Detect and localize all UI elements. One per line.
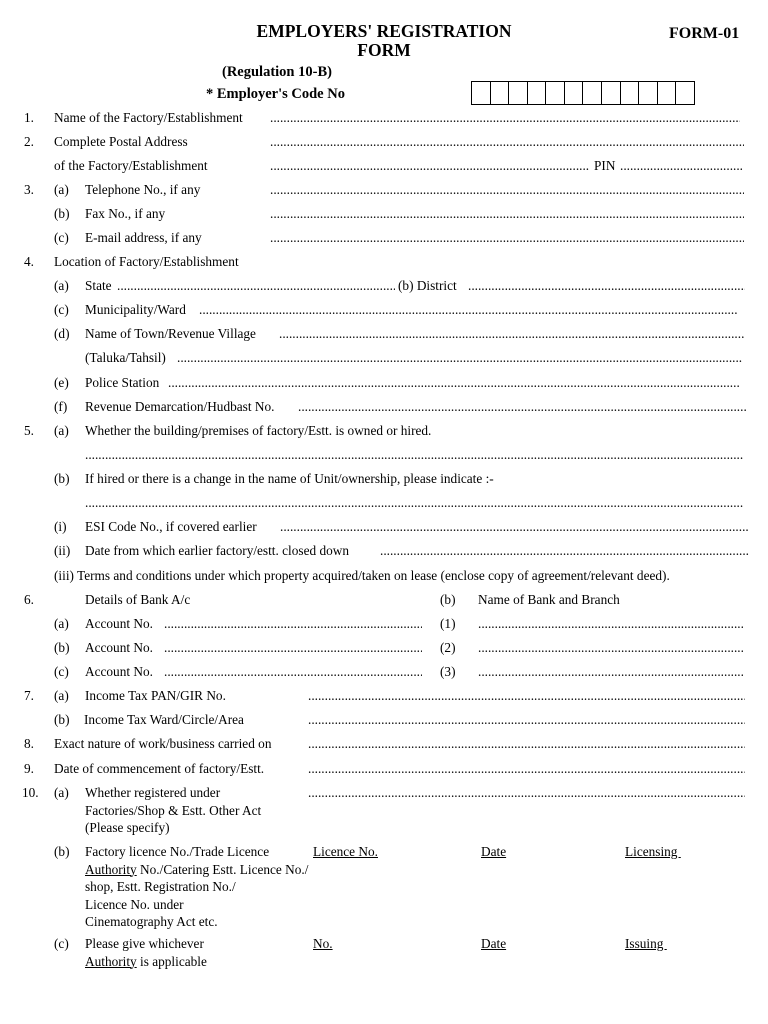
no-column: No. (313, 936, 333, 951)
pan-field[interactable] (308, 688, 745, 704)
closed-date-label: Date from which earlier factory/estt. closed down (85, 543, 349, 558)
licence-no-column: Licence No. (313, 844, 378, 859)
hudbast-field[interactable] (298, 399, 747, 415)
fax-label: Fax No., if any (85, 206, 166, 221)
taluka-field[interactable] (177, 350, 743, 366)
account-no-label: Account No. (85, 640, 153, 655)
whichever-applicable-label (85, 935, 310, 970)
sub-tag: (ii) (54, 543, 71, 558)
lease-terms-label: (iii) Terms and conditions under which property acquired/taken on lease (enclose copy of agreement/relevant deed). (54, 568, 670, 583)
police-station-label: Police Station (85, 375, 160, 390)
account-no-field[interactable] (164, 664, 422, 680)
municipality-field[interactable] (199, 302, 737, 318)
municipality-label: Municipality/Ward (85, 302, 186, 317)
registered-under-line2: Factories/Shop & Estt. Other Act (85, 802, 262, 818)
item-number: 9. (24, 761, 34, 776)
date-column: Date (481, 936, 507, 951)
tax-ward-field[interactable] (308, 712, 745, 728)
postal-address-label-2: of the Factory/Establishment (54, 158, 208, 173)
nature-of-work-label: Exact nature of work/business carried on (54, 736, 272, 751)
whichever-line1: Please give whichever (85, 936, 204, 951)
employer-code-boxes[interactable] (471, 81, 695, 105)
district-label: (b) District (398, 278, 457, 293)
item-number: 2. (24, 134, 34, 149)
item-number: 7. (24, 688, 34, 703)
sub-tag: (e) (54, 375, 69, 390)
sub-tag: (a) (54, 785, 69, 800)
sub-tag: (a) (54, 182, 69, 197)
authority-text: Authority (85, 861, 137, 877)
pin-field[interactable] (620, 158, 742, 174)
registered-under-label (85, 784, 305, 837)
form-title-line1: EMPLOYERS' REGISTRATION (256, 21, 512, 41)
registered-under-field[interactable] (308, 785, 745, 801)
form-title-line2: FORM (357, 40, 411, 60)
sub-tag: (c) (54, 230, 69, 245)
hired-change-field[interactable] (85, 495, 743, 511)
email-field[interactable] (270, 230, 744, 246)
account-no-label: Account No. (85, 664, 153, 679)
postal-address-field-2[interactable] (270, 158, 590, 174)
factory-licence-line1: Factory licence No./Trade Licence (85, 844, 270, 859)
issuing-authority-column: Issuing (625, 936, 667, 951)
sub-tag: (i) (54, 519, 67, 534)
owned-hired-label: Whether the building/premises of factory/Estt. is owned or hired. (85, 423, 432, 438)
sub-tag: (b) (440, 592, 456, 607)
closed-date-field[interactable] (380, 543, 749, 559)
telephone-field[interactable] (270, 182, 744, 198)
factory-licence-label (85, 843, 310, 931)
sub-tag: (a) (54, 688, 69, 703)
bank-index: (1) (440, 616, 456, 631)
form-title (224, 22, 544, 60)
postal-address-label: Complete Postal Address (54, 134, 188, 149)
hudbast-label: Revenue Demarcation/Hudbast No. (85, 399, 275, 414)
pan-label: Income Tax PAN/GIR No. (85, 688, 226, 703)
sub-tag: (a) (54, 616, 69, 631)
item-number: 8. (24, 736, 34, 751)
bank-branch-field[interactable] (478, 664, 743, 680)
item-number: 1. (24, 110, 34, 125)
location-label: Location of Factory/Establishment (54, 254, 239, 269)
bank-branch-field[interactable] (478, 616, 743, 632)
district-field[interactable] (468, 278, 745, 294)
sub-tag: (c) (54, 936, 69, 951)
email-label: E-mail address, if any (85, 230, 202, 245)
fax-field[interactable] (270, 206, 744, 222)
town-label: Name of Town/Revenue Village (85, 326, 256, 341)
sub-tag: (f) (54, 399, 68, 414)
bank-index: (2) (440, 640, 456, 655)
factory-licence-line4: Licence No. under (85, 896, 184, 912)
form-number: FORM-01 (669, 25, 740, 42)
registered-under-line3: (Please specify) (85, 820, 170, 835)
bank-index: (3) (440, 664, 456, 679)
police-station-field[interactable] (168, 375, 740, 391)
item-number: 5. (24, 423, 34, 438)
bank-branch-label: Name of Bank and Branch (478, 592, 620, 607)
sub-tag: (c) (54, 664, 69, 679)
pin-label: PIN (594, 158, 616, 173)
taluka-label: (Taluka/Tahsil) (85, 350, 166, 365)
factory-licence-line2: No./Catering Estt. Licence No./ (136, 861, 309, 877)
factory-licence-line3: shop, Estt. Registration No./ (85, 879, 236, 894)
telephone-label: Telephone No., if any (85, 182, 201, 197)
town-field[interactable] (279, 326, 745, 342)
account-no-field[interactable] (164, 640, 422, 656)
postal-address-field[interactable] (270, 134, 744, 150)
state-field[interactable] (117, 278, 395, 294)
account-no-field[interactable] (164, 616, 422, 632)
licensing-authority-column: Licensing (625, 844, 681, 859)
authority-text: Authority (85, 953, 137, 969)
employer-code-label: * Employer's Code No (206, 86, 345, 102)
nature-of-work-field[interactable] (308, 736, 745, 752)
item-number: 3. (24, 182, 34, 197)
sub-tag: (c) (54, 302, 69, 317)
tax-ward-label: Income Tax Ward/Circle/Area (84, 712, 244, 727)
sub-tag: (d) (54, 326, 70, 341)
regulation-label: (Regulation 10-B) (222, 64, 332, 80)
state-label: State (85, 278, 112, 293)
commencement-label: Date of commencement of factory/Estt. (54, 761, 265, 776)
bank-branch-field[interactable] (478, 640, 743, 656)
item-number: 6. (24, 592, 34, 607)
bank-details-label: Details of Bank A/c (85, 592, 191, 607)
factory-licence-line5: Cinematography Act etc. (85, 914, 218, 929)
esi-code-label: ESI Code No., if covered earlier (85, 519, 257, 534)
hired-change-label: If hired or there is a change in the name of Unit/ownership, please indicate :- (85, 471, 494, 486)
item-number: 4. (24, 254, 34, 269)
factory-name-label: Name of the Factory/Establishment (54, 110, 243, 125)
account-no-label: Account No. (85, 616, 153, 631)
commencement-field[interactable] (308, 761, 745, 777)
registered-under-line1: Whether registered under (85, 785, 221, 800)
sub-tag: (b) (54, 471, 70, 486)
owned-hired-field[interactable] (85, 447, 743, 463)
item-number: 10. (22, 785, 39, 800)
esi-code-field[interactable] (280, 519, 749, 535)
sub-tag: (a) (54, 278, 69, 293)
sub-tag: (b) (54, 712, 70, 727)
sub-tag: (a) (54, 423, 69, 438)
factory-name-field[interactable] (270, 110, 740, 126)
date-column: Date (481, 844, 507, 859)
sub-tag: (b) (54, 640, 70, 655)
sub-tag: (b) (54, 844, 70, 859)
sub-tag: (b) (54, 206, 70, 221)
whichever-line2: is applicable (136, 953, 207, 969)
